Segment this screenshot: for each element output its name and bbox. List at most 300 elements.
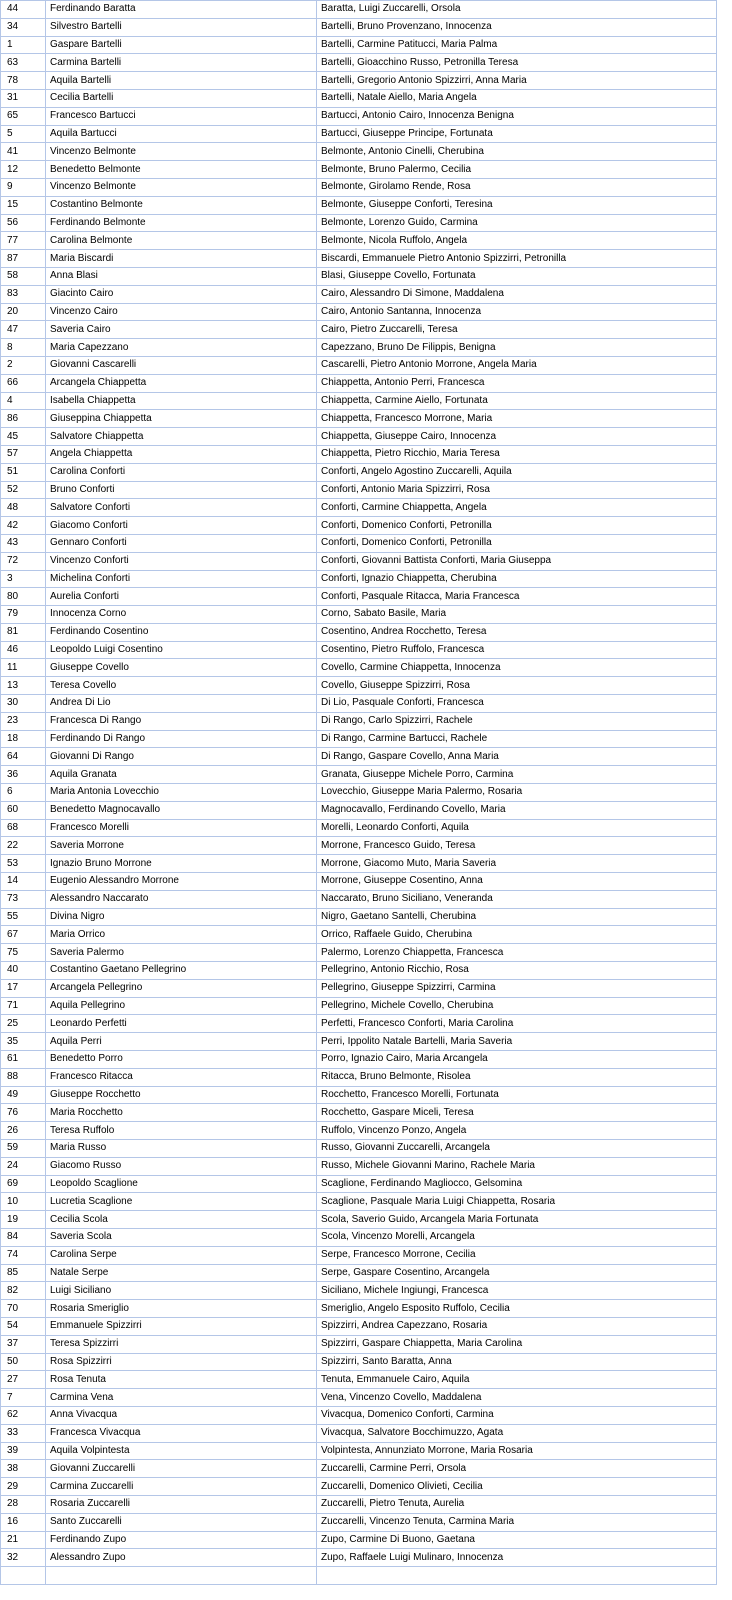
record-number-cell: 82 xyxy=(1,1282,46,1300)
person-name-cell: Aquila Perri xyxy=(46,1033,317,1051)
parents-cell: Pellegrino, Giuseppe Spizzirri, Carmina xyxy=(317,979,717,997)
record-number-cell: 80 xyxy=(1,588,46,606)
table-row xyxy=(1,125,717,143)
record-number-cell: 55 xyxy=(1,908,46,926)
parents-cell: Pellegrino, Antonio Ricchio, Rosa xyxy=(317,962,717,980)
person-name-cell: Giovanni Cascarelli xyxy=(46,356,317,374)
parents-cell: Chiappetta, Giuseppe Cairo, Innocenza xyxy=(317,428,717,446)
person-name-cell: Maria Orrico xyxy=(46,926,317,944)
parents-cell: Cosentino, Pietro Ruffolo, Francesca xyxy=(317,641,717,659)
parents-cell: Morrone, Francesco Guido, Teresa xyxy=(317,837,717,855)
table-row xyxy=(1,766,717,784)
record-number-cell: 21 xyxy=(1,1531,46,1549)
table-row xyxy=(1,570,717,588)
record-number-cell: 45 xyxy=(1,428,46,446)
table-row xyxy=(1,534,717,552)
table-row xyxy=(1,143,717,161)
table-row xyxy=(1,1068,717,1086)
record-number-cell: 4 xyxy=(1,392,46,410)
record-number-cell: 79 xyxy=(1,606,46,624)
parents-cell: Belmonte, Girolamo Rende, Rosa xyxy=(317,178,717,196)
person-name-cell: Rosaria Zuccarelli xyxy=(46,1495,317,1513)
parents-cell: Conforti, Domenico Conforti, Petronilla xyxy=(317,517,717,535)
person-name-cell: Francesco Ritacca xyxy=(46,1068,317,1086)
table-row xyxy=(1,285,717,303)
table-row xyxy=(1,944,717,962)
record-number-cell: 57 xyxy=(1,445,46,463)
record-number-cell: 51 xyxy=(1,463,46,481)
parents-cell: Bartucci, Giuseppe Principe, Fortunata xyxy=(317,125,717,143)
table-row xyxy=(1,445,717,463)
person-name-cell: Teresa Ruffolo xyxy=(46,1122,317,1140)
person-name-cell: Divina Nigro xyxy=(46,908,317,926)
parents-cell: Di Rango, Carmine Bartucci, Rachele xyxy=(317,730,717,748)
parents-cell: Zuccarelli, Carmine Perri, Orsola xyxy=(317,1460,717,1478)
record-number-cell: 3 xyxy=(1,570,46,588)
record-number-cell: 15 xyxy=(1,196,46,214)
record-number-cell: 36 xyxy=(1,766,46,784)
table-row xyxy=(1,1300,717,1318)
person-name-cell: Francesca Di Rango xyxy=(46,712,317,730)
table-row xyxy=(1,1033,717,1051)
parents-cell: Naccarato, Bruno Siciliano, Veneranda xyxy=(317,890,717,908)
person-name-cell: Francesco Morelli xyxy=(46,819,317,837)
table-row xyxy=(1,463,717,481)
parents-cell: Bartucci, Antonio Cairo, Innocenza Benigna xyxy=(317,107,717,125)
parents-cell: Zuccarelli, Pietro Tenuta, Aurelia xyxy=(317,1495,717,1513)
parents-cell: Smeriglio, Angelo Esposito Ruffolo, Cecilia xyxy=(317,1300,717,1318)
record-number-cell: 28 xyxy=(1,1495,46,1513)
record-number-cell: 8 xyxy=(1,339,46,357)
table-row xyxy=(1,979,717,997)
record-number-cell: 83 xyxy=(1,285,46,303)
parents-cell: Bartelli, Bruno Provenzano, Innocenza xyxy=(317,18,717,36)
parents-cell: Cosentino, Andrea Rocchetto, Teresa xyxy=(317,623,717,641)
parents-cell: Serpe, Francesco Morrone, Cecilia xyxy=(317,1246,717,1264)
parents-cell: Chiappetta, Pietro Ricchio, Maria Teresa xyxy=(317,445,717,463)
parents-cell: Covello, Carmine Chiappetta, Innocenza xyxy=(317,659,717,677)
person-name-cell: Vincenzo Conforti xyxy=(46,552,317,570)
person-name-cell: Giacomo Russo xyxy=(46,1157,317,1175)
parents-cell: Lovecchio, Giuseppe Maria Palermo, Rosaria xyxy=(317,784,717,802)
parents-cell: Ruffolo, Vincenzo Ponzo, Angela xyxy=(317,1122,717,1140)
parents-cell: Blasi, Giuseppe Covello, Fortunata xyxy=(317,267,717,285)
parents-cell: Scola, Saverio Guido, Arcangela Maria Fortunata xyxy=(317,1211,717,1229)
parents-cell: Porro, Ignazio Cairo, Maria Arcangela xyxy=(317,1051,717,1069)
parents-cell: Palermo, Lorenzo Chiappetta, Francesca xyxy=(317,944,717,962)
person-name-cell: Carolina Belmonte xyxy=(46,232,317,250)
parents-cell: Chiappetta, Carmine Aiello, Fortunata xyxy=(317,392,717,410)
person-name-cell: Leopoldo Luigi Cosentino xyxy=(46,641,317,659)
person-name-cell: Aquila Volpintesta xyxy=(46,1442,317,1460)
table-row xyxy=(1,392,717,410)
record-number-cell: 27 xyxy=(1,1371,46,1389)
record-number-cell: 52 xyxy=(1,481,46,499)
parents-cell: Morrone, Giuseppe Cosentino, Anna xyxy=(317,873,717,891)
person-name-cell: Aquila Bartucci xyxy=(46,125,317,143)
person-name-cell: Salvatore Chiappetta xyxy=(46,428,317,446)
parents-cell: Magnocavallo, Ferdinando Covello, Maria xyxy=(317,801,717,819)
table-row xyxy=(1,908,717,926)
person-name-cell: Aquila Pellegrino xyxy=(46,997,317,1015)
table-row xyxy=(1,89,717,107)
person-name-cell: Cecilia Bartelli xyxy=(46,89,317,107)
table-row xyxy=(1,178,717,196)
table-row xyxy=(1,1,717,19)
record-number-cell: 69 xyxy=(1,1175,46,1193)
record-number-cell: 26 xyxy=(1,1122,46,1140)
record-number-cell: 11 xyxy=(1,659,46,677)
record-number-cell: 20 xyxy=(1,303,46,321)
record-number-cell: 47 xyxy=(1,321,46,339)
table-row xyxy=(1,107,717,125)
record-number-cell xyxy=(1,1567,46,1585)
parents-cell: Zupo, Raffaele Luigi Mulinaro, Innocenza xyxy=(317,1549,717,1567)
parents-cell: Di Rango, Gaspare Covello, Anna Maria xyxy=(317,748,717,766)
person-name-cell: Santo Zuccarelli xyxy=(46,1513,317,1531)
person-name-cell: Ferdinando Baratta xyxy=(46,1,317,19)
table-row xyxy=(1,1353,717,1371)
record-number-cell: 9 xyxy=(1,178,46,196)
person-name-cell: Giovanni Zuccarelli xyxy=(46,1460,317,1478)
record-number-cell: 37 xyxy=(1,1335,46,1353)
table-row xyxy=(1,267,717,285)
person-name-cell: Benedetto Magnocavallo xyxy=(46,801,317,819)
person-name-cell: Maria Russo xyxy=(46,1140,317,1158)
record-number-cell: 71 xyxy=(1,997,46,1015)
parents-cell: Russo, Giovanni Zuccarelli, Arcangela xyxy=(317,1140,717,1158)
record-number-cell: 61 xyxy=(1,1051,46,1069)
parents-cell: Scola, Vincenzo Morelli, Arcangela xyxy=(317,1228,717,1246)
record-number-cell: 35 xyxy=(1,1033,46,1051)
parents-cell: Spizzirri, Andrea Capezzano, Rosaria xyxy=(317,1317,717,1335)
table-row xyxy=(1,1495,717,1513)
person-name-cell: Saveria Cairo xyxy=(46,321,317,339)
table-row xyxy=(1,72,717,90)
person-name-cell: Andrea Di Lio xyxy=(46,695,317,713)
parents-cell: Corno, Sabato Basile, Maria xyxy=(317,606,717,624)
record-number-cell: 77 xyxy=(1,232,46,250)
parents-cell: Bartelli, Natale Aiello, Maria Angela xyxy=(317,89,717,107)
table-row xyxy=(1,1442,717,1460)
person-name-cell: Rosaria Smeriglio xyxy=(46,1300,317,1318)
parents-cell: Capezzano, Bruno De Filippis, Benigna xyxy=(317,339,717,357)
parents-cell: Belmonte, Giuseppe Conforti, Teresina xyxy=(317,196,717,214)
table-row xyxy=(1,962,717,980)
person-name-cell: Carmina Bartelli xyxy=(46,54,317,72)
person-name-cell: Giuseppe Rocchetto xyxy=(46,1086,317,1104)
parents-cell: Bartelli, Carmine Patitucci, Maria Palma xyxy=(317,36,717,54)
record-number-cell: 59 xyxy=(1,1140,46,1158)
record-number-cell: 49 xyxy=(1,1086,46,1104)
person-name-cell: Salvatore Conforti xyxy=(46,499,317,517)
table-row xyxy=(1,1211,717,1229)
table-row xyxy=(1,1335,717,1353)
person-name-cell: Bruno Conforti xyxy=(46,481,317,499)
person-name-cell: Aquila Bartelli xyxy=(46,72,317,90)
person-name-cell: Teresa Spizzirri xyxy=(46,1335,317,1353)
table-row xyxy=(1,374,717,392)
record-number-cell: 44 xyxy=(1,1,46,19)
parents-cell: Pellegrino, Michele Covello, Cherubina xyxy=(317,997,717,1015)
table-row xyxy=(1,1460,717,1478)
person-name-cell: Alessandro Naccarato xyxy=(46,890,317,908)
person-name-cell: Emmanuele Spizzirri xyxy=(46,1317,317,1335)
parents-cell: Zupo, Carmine Di Buono, Gaetana xyxy=(317,1531,717,1549)
table-row xyxy=(1,1389,717,1407)
table-row xyxy=(1,588,717,606)
record-number-cell: 65 xyxy=(1,107,46,125)
record-number-cell: 33 xyxy=(1,1424,46,1442)
parents-cell: Chiappetta, Antonio Perri, Francesca xyxy=(317,374,717,392)
person-name-cell: Saveria Morrone xyxy=(46,837,317,855)
person-name-cell: Gennaro Conforti xyxy=(46,534,317,552)
parents-cell: Scaglione, Ferdinando Magliocco, Gelsomina xyxy=(317,1175,717,1193)
record-number-cell: 18 xyxy=(1,730,46,748)
record-number-cell: 13 xyxy=(1,677,46,695)
person-name-cell: Anna Vivacqua xyxy=(46,1406,317,1424)
record-number-cell: 5 xyxy=(1,125,46,143)
parents-cell: Covello, Giuseppe Spizzirri, Rosa xyxy=(317,677,717,695)
person-name-cell: Carmina Zuccarelli xyxy=(46,1478,317,1496)
table-row xyxy=(1,623,717,641)
table-row xyxy=(1,517,717,535)
person-name-cell: Rosa Spizzirri xyxy=(46,1353,317,1371)
table-row xyxy=(1,819,717,837)
parents-cell: Siciliano, Michele Ingiungi, Francesca xyxy=(317,1282,717,1300)
parents-cell: Conforti, Ignazio Chiappetta, Cherubina xyxy=(317,570,717,588)
table-row xyxy=(1,1246,717,1264)
table-row xyxy=(1,161,717,179)
parents-cell: Biscardi, Emmanuele Pietro Antonio Spizzirri, Petronilla xyxy=(317,250,717,268)
parents-cell: Granata, Giuseppe Michele Porro, Carmina xyxy=(317,766,717,784)
table-row xyxy=(1,730,717,748)
parents-cell: Conforti, Angelo Agostino Zuccarelli, Aquila xyxy=(317,463,717,481)
record-number-cell: 17 xyxy=(1,979,46,997)
table-row xyxy=(1,659,717,677)
record-number-cell: 22 xyxy=(1,837,46,855)
table-row xyxy=(1,677,717,695)
record-number-cell: 58 xyxy=(1,267,46,285)
record-number-cell: 74 xyxy=(1,1246,46,1264)
person-name-cell: Aurelia Conforti xyxy=(46,588,317,606)
table-row xyxy=(1,1531,717,1549)
person-name-cell: Leopoldo Scaglione xyxy=(46,1175,317,1193)
person-name-cell: Ferdinando Zupo xyxy=(46,1531,317,1549)
parents-cell: Tenuta, Emmanuele Cairo, Aquila xyxy=(317,1371,717,1389)
person-name-cell: Arcangela Chiappetta xyxy=(46,374,317,392)
record-number-cell: 48 xyxy=(1,499,46,517)
parents-cell: Conforti, Domenico Conforti, Petronilla xyxy=(317,534,717,552)
table-row xyxy=(1,1157,717,1175)
table-row xyxy=(1,303,717,321)
person-name-cell: Carolina Serpe xyxy=(46,1246,317,1264)
record-number-cell: 43 xyxy=(1,534,46,552)
parents-cell: Cairo, Antonio Santanna, Innocenza xyxy=(317,303,717,321)
table-row xyxy=(1,1371,717,1389)
person-name-cell: Arcangela Pellegrino xyxy=(46,979,317,997)
table-row xyxy=(1,36,717,54)
parents-cell: Di Lio, Pasquale Conforti, Francesca xyxy=(317,695,717,713)
record-number-cell: 62 xyxy=(1,1406,46,1424)
record-number-cell: 66 xyxy=(1,374,46,392)
person-name-cell: Angela Chiappetta xyxy=(46,445,317,463)
record-number-cell: 76 xyxy=(1,1104,46,1122)
parents-cell: Ritacca, Bruno Belmonte, Risolea xyxy=(317,1068,717,1086)
person-name-cell: Saveria Palermo xyxy=(46,944,317,962)
table-row xyxy=(1,1424,717,1442)
table-row xyxy=(1,784,717,802)
record-number-cell: 88 xyxy=(1,1068,46,1086)
table-row xyxy=(1,54,717,72)
record-number-cell: 30 xyxy=(1,695,46,713)
person-name-cell: Ferdinando Cosentino xyxy=(46,623,317,641)
parents-cell: Perfetti, Francesco Conforti, Maria Carolina xyxy=(317,1015,717,1033)
parents-cell: Serpe, Gaspare Cosentino, Arcangela xyxy=(317,1264,717,1282)
record-number-cell: 84 xyxy=(1,1228,46,1246)
person-name-cell: Isabella Chiappetta xyxy=(46,392,317,410)
person-name-cell: Leonardo Perfetti xyxy=(46,1015,317,1033)
parents-cell: Perri, Ippolito Natale Bartelli, Maria Saveria xyxy=(317,1033,717,1051)
table-row xyxy=(1,873,717,891)
record-number-cell: 41 xyxy=(1,143,46,161)
table-row xyxy=(1,641,717,659)
person-name-cell: Carmina Vena xyxy=(46,1389,317,1407)
record-number-cell: 60 xyxy=(1,801,46,819)
person-name-cell: Teresa Covello xyxy=(46,677,317,695)
table-row xyxy=(1,1015,717,1033)
parents-cell: Russo, Michele Giovanni Marino, Rachele Maria xyxy=(317,1157,717,1175)
table-row xyxy=(1,1193,717,1211)
table-row xyxy=(1,232,717,250)
record-number-cell: 73 xyxy=(1,890,46,908)
record-number-cell: 42 xyxy=(1,517,46,535)
table-row xyxy=(1,196,717,214)
person-name-cell: Francesca Vivacqua xyxy=(46,1424,317,1442)
record-number-cell: 53 xyxy=(1,855,46,873)
record-number-cell: 54 xyxy=(1,1317,46,1335)
person-name-cell: Giuseppe Covello xyxy=(46,659,317,677)
person-name-cell: Anna Blasi xyxy=(46,267,317,285)
table-row xyxy=(1,250,717,268)
table-row xyxy=(1,1406,717,1424)
table-row xyxy=(1,1549,717,1567)
table-row xyxy=(1,1478,717,1496)
record-number-cell: 70 xyxy=(1,1300,46,1318)
person-name-cell: Francesco Bartucci xyxy=(46,107,317,125)
record-number-cell: 24 xyxy=(1,1157,46,1175)
record-number-cell: 6 xyxy=(1,784,46,802)
parents-cell: Volpintesta, Annunziato Morrone, Maria Rosaria xyxy=(317,1442,717,1460)
record-number-cell: 78 xyxy=(1,72,46,90)
parents-cell: Belmonte, Lorenzo Guido, Carmina xyxy=(317,214,717,232)
table-row xyxy=(1,606,717,624)
person-name-cell: Giuseppina Chiappetta xyxy=(46,410,317,428)
record-number-cell: 29 xyxy=(1,1478,46,1496)
table-row xyxy=(1,1317,717,1335)
table-row xyxy=(1,801,717,819)
register-table-body xyxy=(1,1,717,1585)
parents-cell: Zuccarelli, Vincenzo Tenuta, Carmina Maria xyxy=(317,1513,717,1531)
record-number-cell: 14 xyxy=(1,873,46,891)
record-number-cell: 56 xyxy=(1,214,46,232)
parents-cell: Belmonte, Bruno Palermo, Cecilia xyxy=(317,161,717,179)
record-number-cell: 50 xyxy=(1,1353,46,1371)
parents-cell: Belmonte, Antonio Cinelli, Cherubina xyxy=(317,143,717,161)
table-row xyxy=(1,481,717,499)
record-number-cell: 72 xyxy=(1,552,46,570)
record-number-cell: 7 xyxy=(1,1389,46,1407)
table-row xyxy=(1,1104,717,1122)
record-number-cell: 81 xyxy=(1,623,46,641)
person-name-cell: Vincenzo Belmonte xyxy=(46,143,317,161)
parents-cell: Nigro, Gaetano Santelli, Cherubina xyxy=(317,908,717,926)
parents-cell: Conforti, Giovanni Battista Conforti, Maria Giuseppa xyxy=(317,552,717,570)
table-row xyxy=(1,1086,717,1104)
table-row xyxy=(1,695,717,713)
person-name-cell: Costantino Belmonte xyxy=(46,196,317,214)
person-name-cell: Giacomo Conforti xyxy=(46,517,317,535)
person-name-cell: Maria Biscardi xyxy=(46,250,317,268)
parents-cell: Vena, Vincenzo Covello, Maddalena xyxy=(317,1389,717,1407)
record-number-cell: 87 xyxy=(1,250,46,268)
parents-cell: Cairo, Alessandro Di Simone, Maddalena xyxy=(317,285,717,303)
person-name-cell: Maria Capezzano xyxy=(46,339,317,357)
person-name-cell: Michelina Conforti xyxy=(46,570,317,588)
record-number-cell: 46 xyxy=(1,641,46,659)
parents-cell: Spizzirri, Gaspare Chiappetta, Maria Carolina xyxy=(317,1335,717,1353)
record-number-cell: 23 xyxy=(1,712,46,730)
record-number-cell: 86 xyxy=(1,410,46,428)
record-number-cell: 67 xyxy=(1,926,46,944)
person-name-cell: Eugenio Alessandro Morrone xyxy=(46,873,317,891)
record-number-cell: 12 xyxy=(1,161,46,179)
record-number-cell: 32 xyxy=(1,1549,46,1567)
table-row xyxy=(1,1513,717,1531)
person-name-cell: Saveria Scola xyxy=(46,1228,317,1246)
record-number-cell: 16 xyxy=(1,1513,46,1531)
person-name-cell: Ignazio Bruno Morrone xyxy=(46,855,317,873)
record-number-cell: 1 xyxy=(1,36,46,54)
parents-cell: Belmonte, Nicola Ruffolo, Angela xyxy=(317,232,717,250)
parents-cell xyxy=(317,1567,717,1585)
table-row xyxy=(1,1264,717,1282)
person-name-cell: Silvestro Bartelli xyxy=(46,18,317,36)
record-number-cell: 10 xyxy=(1,1193,46,1211)
table-row xyxy=(1,428,717,446)
table-row xyxy=(1,1051,717,1069)
record-number-cell: 85 xyxy=(1,1264,46,1282)
table-row xyxy=(1,1175,717,1193)
person-name-cell: Benedetto Belmonte xyxy=(46,161,317,179)
table-row xyxy=(1,890,717,908)
person-name-cell: Ferdinando Belmonte xyxy=(46,214,317,232)
person-name-cell: Vincenzo Belmonte xyxy=(46,178,317,196)
person-name-cell: Giacinto Cairo xyxy=(46,285,317,303)
parents-cell: Spizzirri, Santo Baratta, Anna xyxy=(317,1353,717,1371)
table-row xyxy=(1,321,717,339)
person-name-cell xyxy=(46,1567,317,1585)
record-number-cell: 64 xyxy=(1,748,46,766)
record-number-cell: 2 xyxy=(1,356,46,374)
record-number-cell: 75 xyxy=(1,944,46,962)
table-row xyxy=(1,748,717,766)
person-name-cell: Maria Rocchetto xyxy=(46,1104,317,1122)
table-row xyxy=(1,18,717,36)
parents-cell: Baratta, Luigi Zuccarelli, Orsola xyxy=(317,1,717,19)
record-number-cell: 39 xyxy=(1,1442,46,1460)
table-row xyxy=(1,926,717,944)
